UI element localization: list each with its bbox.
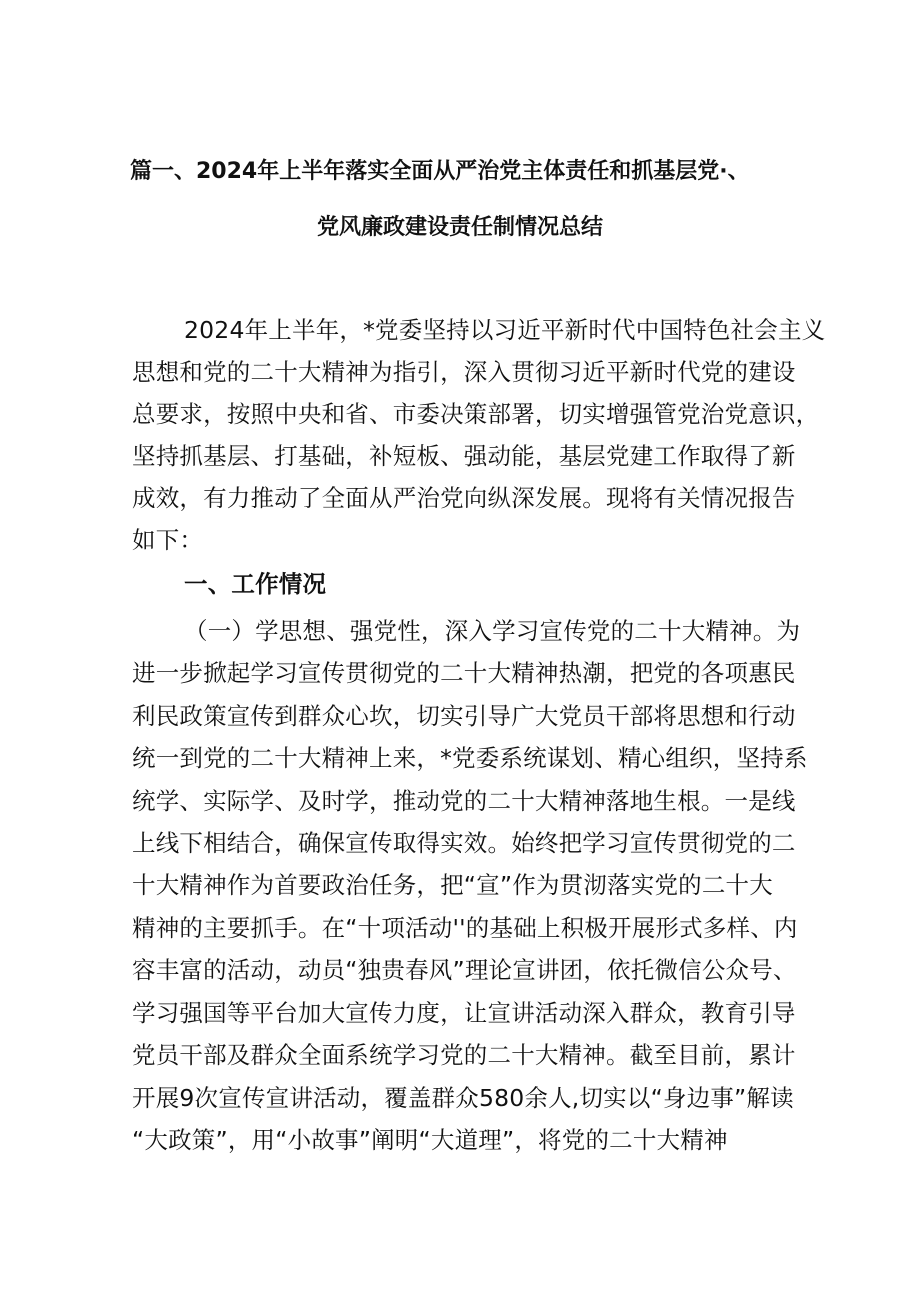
paragraph-line: 十大精神作为首要政治任务，把“宣”作为贯沏落实党的二十大 [132,871,773,899]
paragraph-line: 进一步掀起学习宣传贯彻党的二十大精神热潮，把党的各项惠民 [132,659,796,687]
paragraph-line: 2024年上半年，*党委坚持以习近平新时代中国特色社会主义 [184,316,826,344]
paragraph-line: “大政策”，用“小故事”阐明“大道理”，将党的二十大精神 [132,1126,728,1154]
paragraph-line: 容丰富的活动，动员“独贵春风”理论宣讲团，依托微信公众号、 [132,956,797,984]
paragraph-line: 统一到党的二十大精神上来，*党委系统谋划、精心组织，坚持系 [132,744,808,772]
paragraph-line: 精神的主要抓手。在“十项活动''的基础上积极开展形式多样、内 [132,914,798,942]
document-title-line-1: 篇一、2024年上半年落实全面从严治党主体责任和抓基层党·、 [130,159,750,184]
paragraph-line: 党员干部及群众全面系统学习党的二十大精神。截至目前，累计 [132,1041,796,1069]
paragraph-line: 成效，有力推动了全面从严治党向纵深发展。现将有关情况报告 [132,484,796,512]
paragraph-line: 思想和党的二十大精神为指引，深入贯彻习近平新时代党的建设 [132,358,796,386]
document-title-line-2: 党风廉政建设责任制情况总结 [316,215,603,240]
paragraph-line: 上线下相结合，确保宣传取得实效。始终把学习宣传贯彻党的二 [132,829,796,857]
paragraph-line: 学习强国等平台加大宣传力度，让宣讲活动深入群众，教育引导 [132,999,796,1027]
paragraph-line: 利民政策宣传到群众心坎，切实引导广大党员干部将思想和行动 [132,702,796,730]
paragraph-line: 如下： [132,526,204,554]
paragraph-line: 统学、实际学、及时学，推动党的二十大精神落地生根。一是线 [132,787,796,815]
paragraph-line: 总要求，按照中央和省、市委决策部署，切实增强管党治党意识， [132,400,820,428]
paragraph-line: （一）学思想、强党性，深入学习宣传党的二十大精神。为 [184,617,801,645]
section-heading: 一、工作情况 [184,570,327,598]
paragraph-line: 开展9次宣传宣讲活动，覆盖群众580余人,切实以“身边事”解读 [132,1084,794,1112]
paragraph-line: 坚持抓基层、打基础，补短板、强动能，基层党建工作取得了新 [132,442,796,470]
